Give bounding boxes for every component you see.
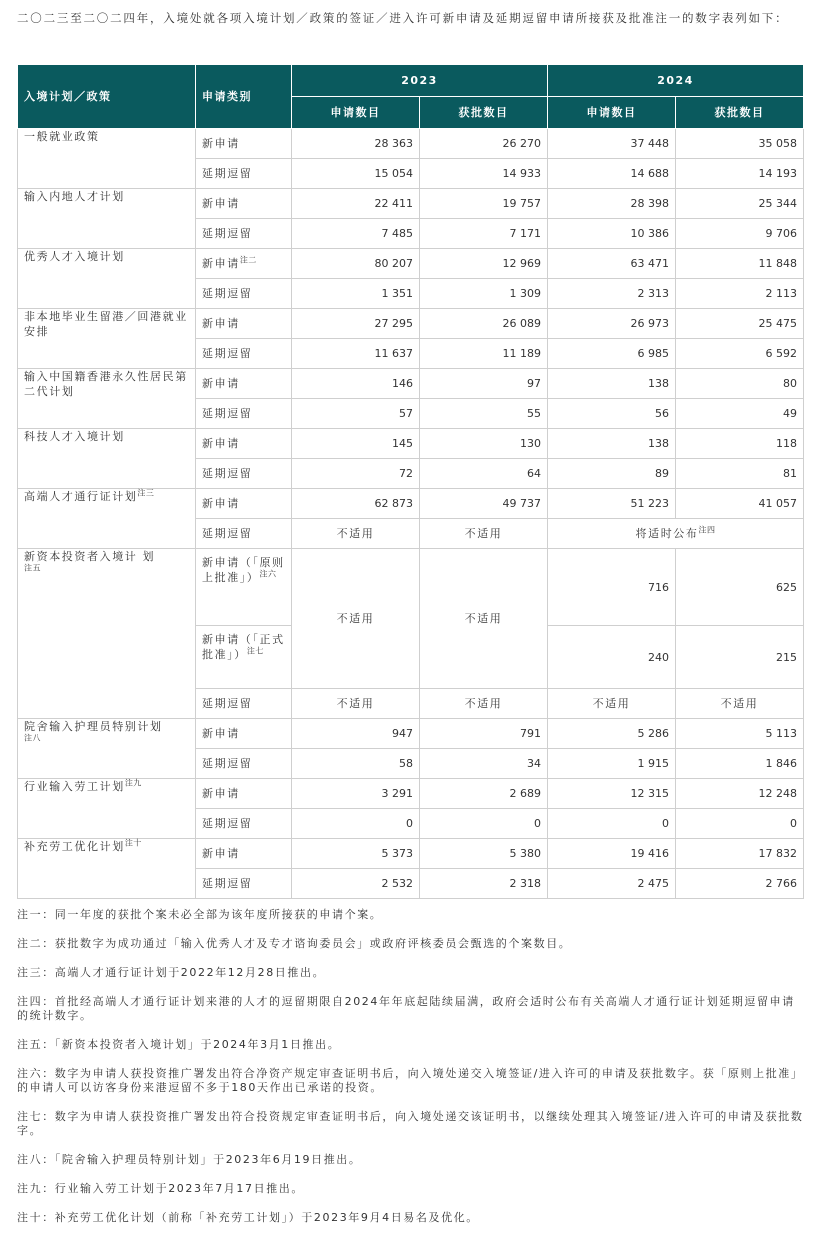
header-received: 申请数目 (548, 97, 676, 129)
type-new: 新申请$^{注二}$ (196, 249, 292, 279)
note-ref: 注二 (239, 255, 257, 265)
note-ref: 注五 (24, 563, 41, 573)
type-new: 新申请 (196, 719, 292, 749)
scheme-name: 输入中国籍香港永久性居民第二代计划 (18, 369, 196, 429)
value-cell: 10 386 (548, 219, 676, 249)
note-ref: 注十 (124, 838, 142, 848)
value-cell: 1 846 (676, 749, 804, 779)
value-cell: 130 (420, 429, 548, 459)
not-applicable-cell: 不适用 (292, 549, 420, 689)
header-approved: 获批数目 (420, 97, 548, 129)
value-cell: 80 207 (292, 249, 420, 279)
type-ext: 延期逗留 (196, 519, 292, 549)
header-received: 申请数目 (292, 97, 420, 129)
value-cell: 9 706 (676, 219, 804, 249)
value-cell: 41 057 (676, 489, 804, 519)
value-cell: 28 363 (292, 129, 420, 159)
header-year-2023: 2023 (292, 65, 548, 97)
value-cell: 215 (676, 626, 804, 689)
footnote: 注三：高端人才通行证计划于2022年12月28日推出。 (17, 966, 326, 979)
value-cell: 2 475 (548, 869, 676, 899)
value-cell: 11 637 (292, 339, 420, 369)
value-cell: 5 286 (548, 719, 676, 749)
footnotes (17, 908, 807, 1240)
scheme-name: 行业输入劳工计划$^{注九}$ (18, 779, 196, 839)
not-applicable-cell: 不适用 (420, 519, 548, 549)
type-ext: 延期逗留 (196, 869, 292, 899)
not-applicable-cell: 不适用 (420, 549, 548, 689)
type-new: 新申请 (196, 429, 292, 459)
note-ref: 注三 (137, 488, 155, 498)
value-cell: 49 737 (420, 489, 548, 519)
value-cell: 80 (676, 369, 804, 399)
type-ext: 延期逗留 (196, 279, 292, 309)
value-cell: 2 689 (420, 779, 548, 809)
statistics-table (17, 64, 804, 899)
value-cell: 7 485 (292, 219, 420, 249)
value-cell: 5 113 (676, 719, 804, 749)
header-year-2024: 2024 (548, 65, 804, 97)
value-cell: 64 (420, 459, 548, 489)
type-new: 新申请 (196, 369, 292, 399)
scheme-name: 高端人才通行证计划$^{注三}$ (18, 489, 196, 549)
not-applicable-cell: 不适用 (548, 689, 676, 719)
value-cell: 12 315 (548, 779, 676, 809)
type-ext: 延期逗留 (196, 339, 292, 369)
value-cell: 625 (676, 549, 804, 626)
type-ext: 延期逗留 (196, 219, 292, 249)
value-cell: 716 (548, 549, 676, 626)
value-cell: 25 475 (676, 309, 804, 339)
not-applicable-cell: 不适用 (292, 689, 420, 719)
type-new: 新申请 (196, 839, 292, 869)
value-cell: 0 (420, 809, 548, 839)
type-ext: 延期逗留 (196, 749, 292, 779)
value-cell: 62 873 (292, 489, 420, 519)
footnote: 注八：「院舍输入护理员特别计划」于2023年6月19日推出。 (17, 1153, 362, 1166)
value-cell: 34 (420, 749, 548, 779)
value-cell: 26 973 (548, 309, 676, 339)
value-cell: 3 291 (292, 779, 420, 809)
value-cell: 1 309 (420, 279, 548, 309)
footnote: 注五：「新资本投资者入境计划」于2024年3月1日推出。 (17, 1038, 341, 1051)
value-cell: 22 411 (292, 189, 420, 219)
type-new: 新申请 (196, 129, 292, 159)
header-scheme: 入境计划／政策 (18, 65, 196, 129)
scheme-name: 院舍输入护理员特别计划 $^{注八}$ (18, 719, 196, 779)
value-cell: 6 985 (548, 339, 676, 369)
not-applicable-cell: 不适用 (420, 689, 548, 719)
scheme-name: 科技人才入境计划 (18, 429, 196, 489)
value-cell: 791 (420, 719, 548, 749)
value-cell: 19 757 (420, 189, 548, 219)
value-cell: 35 058 (676, 129, 804, 159)
value-cell: 2 313 (548, 279, 676, 309)
value-cell: 27 295 (292, 309, 420, 339)
value-cell: 138 (548, 369, 676, 399)
value-cell: 145 (292, 429, 420, 459)
value-cell: 11 848 (676, 249, 804, 279)
type-new: 新申请 (196, 189, 292, 219)
note-ref: 注六 (259, 569, 277, 579)
value-cell: 19 416 (548, 839, 676, 869)
value-cell: 97 (420, 369, 548, 399)
scheme-name: 优秀人才入境计划 (18, 249, 196, 309)
value-cell: 55 (420, 399, 548, 429)
note-ref: 注八 (24, 733, 41, 743)
value-cell: 1 351 (292, 279, 420, 309)
value-cell: 56 (548, 399, 676, 429)
footnote: 注十：补充劳工优化计划（前称「补充劳工计划」）于2023年9月4日易名及优化。 (17, 1211, 479, 1224)
value-cell: 14 688 (548, 159, 676, 189)
value-cell: 28 398 (548, 189, 676, 219)
footnote: 注七：数字为申请人获投资推广署发出符合投资规定审查证明书后，向入境处递交该证明书，以继续处理其入境签证/进入许可的申请及获批数字。 (17, 1110, 804, 1137)
not-applicable-cell: 不适用 (292, 519, 420, 549)
type-ext: 延期逗留 (196, 689, 292, 719)
value-cell: 89 (548, 459, 676, 489)
value-cell: 7 171 (420, 219, 548, 249)
not-applicable-cell: 不适用 (676, 689, 804, 719)
footnote: 注六：数字为申请人获投资推广署发出符合净资产规定审查证明书后，向入境处递交入境签证/进入许可的申请及获批数字。获「原则上批准」的申请人可以访客身份来港逗留不多于180天作出已承诺的投资。 (17, 1067, 804, 1094)
footnote: 注二：获批数字为成功通过「输入优秀人才及专才谘询委员会」或政府评核委员会甄选的个案数目。 (17, 937, 572, 950)
value-cell: 49 (676, 399, 804, 429)
footnote: 注四：首批经高端人才通行证计划来港的人才的逗留期限自2024年年底起陆续届满，政府会适时公布有关高端人才通行证计划延期逗留申请的统计数字。 (17, 995, 795, 1022)
type-new-formal: 新申请（「正式批准」）$^{注七}$ (196, 626, 292, 689)
footnote: 注九：行业输入劳工计划于2023年7月17日推出。 (17, 1182, 304, 1195)
scheme-name: 补充劳工优化计划$^{注十}$ (18, 839, 196, 899)
value-cell: 63 471 (548, 249, 676, 279)
type-new: 新申请 (196, 309, 292, 339)
type-ext: 延期逗留 (196, 399, 292, 429)
value-cell: 51 223 (548, 489, 676, 519)
pending-cell: 将适时公布$^{注四}$ (548, 519, 804, 549)
value-cell: 26 270 (420, 129, 548, 159)
value-cell: 17 832 (676, 839, 804, 869)
value-cell: 81 (676, 459, 804, 489)
scheme-name: 新资本投资者入境计 划 $^{注五}$ (18, 549, 196, 719)
value-cell: 118 (676, 429, 804, 459)
header-type: 申请类别 (196, 65, 292, 129)
value-cell: 14 193 (676, 159, 804, 189)
value-cell: 58 (292, 749, 420, 779)
value-cell: 2 318 (420, 869, 548, 899)
value-cell: 15 054 (292, 159, 420, 189)
value-cell: 1 915 (548, 749, 676, 779)
scheme-name: 一般就业政策 (18, 129, 196, 189)
type-ext: 延期逗留 (196, 159, 292, 189)
value-cell: 2 113 (676, 279, 804, 309)
value-cell: 5 380 (420, 839, 548, 869)
footnote: 注一：同一年度的获批个案未必全部为该年度所接获的申请个案。 (17, 908, 383, 921)
type-new-in-principle: 新申请（「原则上批准」）$^{注六}$ (196, 549, 292, 626)
note-ref: 注七 (246, 646, 264, 656)
value-cell: 947 (292, 719, 420, 749)
type-ext: 延期逗留 (196, 809, 292, 839)
value-cell: 2 766 (676, 869, 804, 899)
intro-paragraph: 二〇二三至二〇二四年，入境处就各项入境计划／政策的签证／进入许可新申请及延期逗留申请所接获及批准注一的数字表列如下： (17, 11, 789, 25)
value-cell: 57 (292, 399, 420, 429)
value-cell: 240 (548, 626, 676, 689)
value-cell: 5 373 (292, 839, 420, 869)
value-cell: 37 448 (548, 129, 676, 159)
value-cell: 25 344 (676, 189, 804, 219)
value-cell: 11 189 (420, 339, 548, 369)
value-cell: 12 969 (420, 249, 548, 279)
value-cell: 0 (676, 809, 804, 839)
type-ext: 延期逗留 (196, 459, 292, 489)
note-ref: 注四 (698, 525, 716, 535)
value-cell: 26 089 (420, 309, 548, 339)
value-cell: 14 933 (420, 159, 548, 189)
value-cell: 2 532 (292, 869, 420, 899)
value-cell: 146 (292, 369, 420, 399)
header-approved: 获批数目 (676, 97, 804, 129)
note-ref: 注九 (124, 778, 142, 788)
type-new: 新申请 (196, 779, 292, 809)
value-cell: 72 (292, 459, 420, 489)
value-cell: 0 (548, 809, 676, 839)
scheme-name: 非本地毕业生留港／回港就业安排 (18, 309, 196, 369)
value-cell: 138 (548, 429, 676, 459)
value-cell: 0 (292, 809, 420, 839)
scheme-name: 输入内地人才计划 (18, 189, 196, 249)
type-new: 新申请 (196, 489, 292, 519)
value-cell: 6 592 (676, 339, 804, 369)
value-cell: 12 248 (676, 779, 804, 809)
